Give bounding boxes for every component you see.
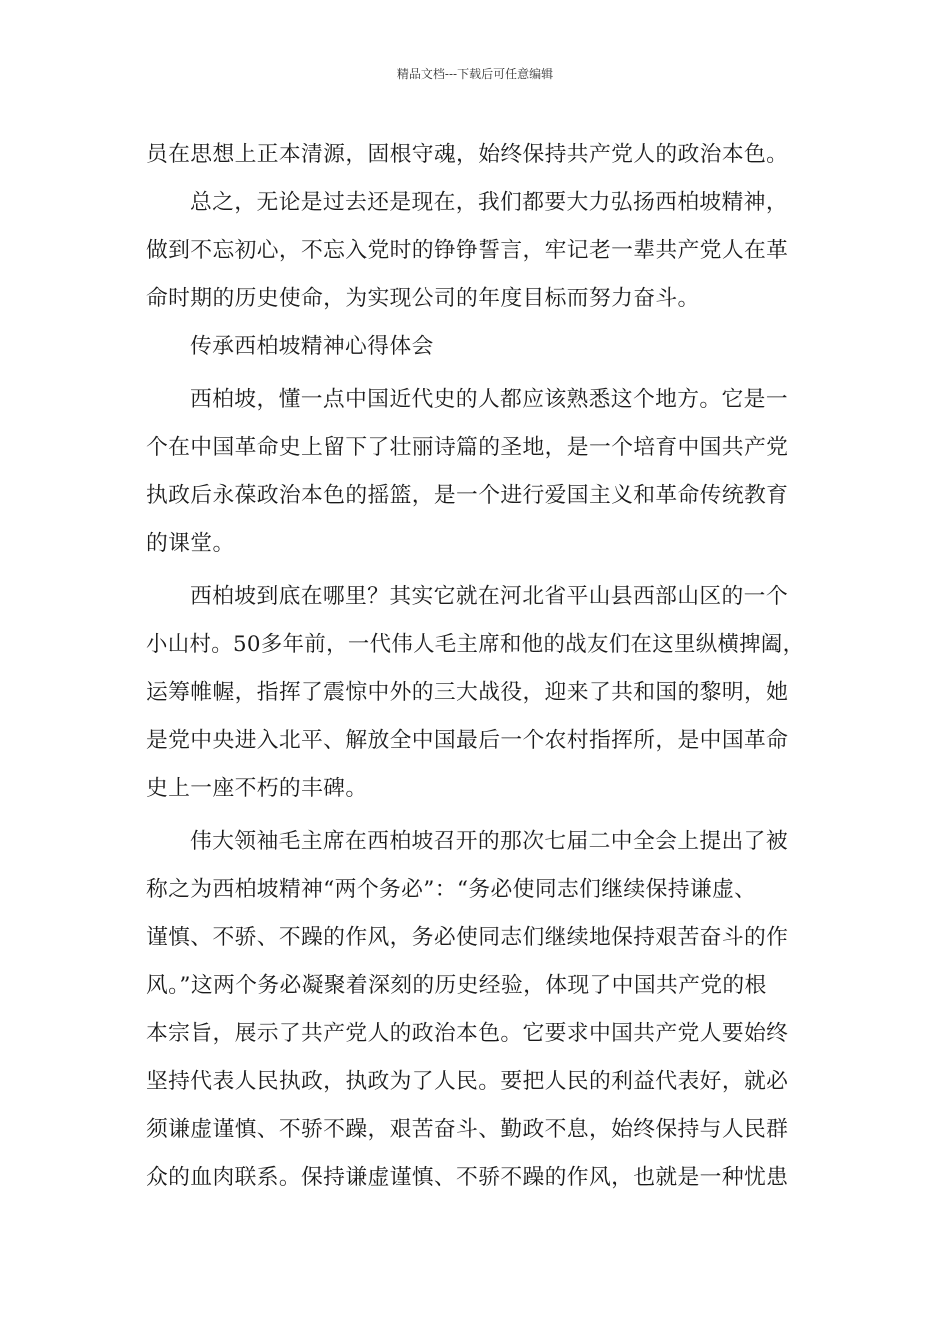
section-heading: 传承西柏坡精神心得体会 [190,334,434,359]
text-line: 命时期的历史使命，为实现公司的年度目标而努力奋斗。 [146,286,700,311]
text-line: 坚持代表人民执政，执政为了人民。要把人民的利益代表好，就必 [146,1069,789,1094]
text-line: 须谦虚谨慎、不骄不躁，艰苦奋斗、勤政不息，始终保持与人民群 [146,1117,789,1142]
text-line: 总之，无论是过去还是现在，我们都要大力弘扬西柏坡精神， [190,190,788,215]
text-line: 众的血肉联系。保持谦虚谨慎、不骄不躁的作风，也就是一种忧患 [146,1165,789,1190]
page-header: 精品文档---下载后可任意编辑 [396,67,554,81]
text-line: 风。”这两个务必凝聚着深刻的历史经验，体现了中国共产党的根 [146,973,767,998]
text-line: 西柏坡，懂一点中国近代史的人都应该熟悉这个地方。它是一 [190,387,788,412]
text-line: 本宗旨，展示了共产党人的政治本色。它要求中国共产党人要始终 [146,1021,789,1046]
text-line: 称之为西柏坡精神“两个务必”：“务必使同志们继续保持谦虚、 [146,877,757,902]
text-line: 西柏坡到底在哪里？其实它就在河北省平山县西部山区的一个 [190,584,788,609]
text-line: 是党中央进入北平、解放全中国最后一个农村指挥所，是中国革命 [146,728,789,753]
text-line: 谨慎、不骄、不躁的作风，务必使同志们继续地保持艰苦奋斗的作 [146,925,789,950]
text-line: 的课堂。 [146,531,235,556]
text-line: 运筹帷幄，指挥了震惊中外的三大战役，迎来了共和国的黎明，她 [146,680,789,705]
text-line: 个在中国革命史上留下了壮丽诗篇的圣地，是一个培育中国共产党 [146,435,789,460]
text-line: 做到不忘初心，不忘入党时的铮铮誓言，牢记老一辈共产党人在革 [146,238,789,263]
text-line: 史上一座不朽的丰碑。 [146,776,368,801]
text-line: 小山村。50多年前，一代伟人毛主席和他的战友们在这里纵横捭阖， [146,632,805,657]
text-line: 伟大领袖毛主席在西柏坡召开的那次七届二中全会上提出了被 [190,829,788,854]
text-line: 员在思想上正本清源，固根守魂，始终保持共产党人的政治本色。 [146,142,789,167]
text-line: 执政后永葆政治本色的摇篮，是一个进行爱国主义和革命传统教育 [146,483,789,508]
